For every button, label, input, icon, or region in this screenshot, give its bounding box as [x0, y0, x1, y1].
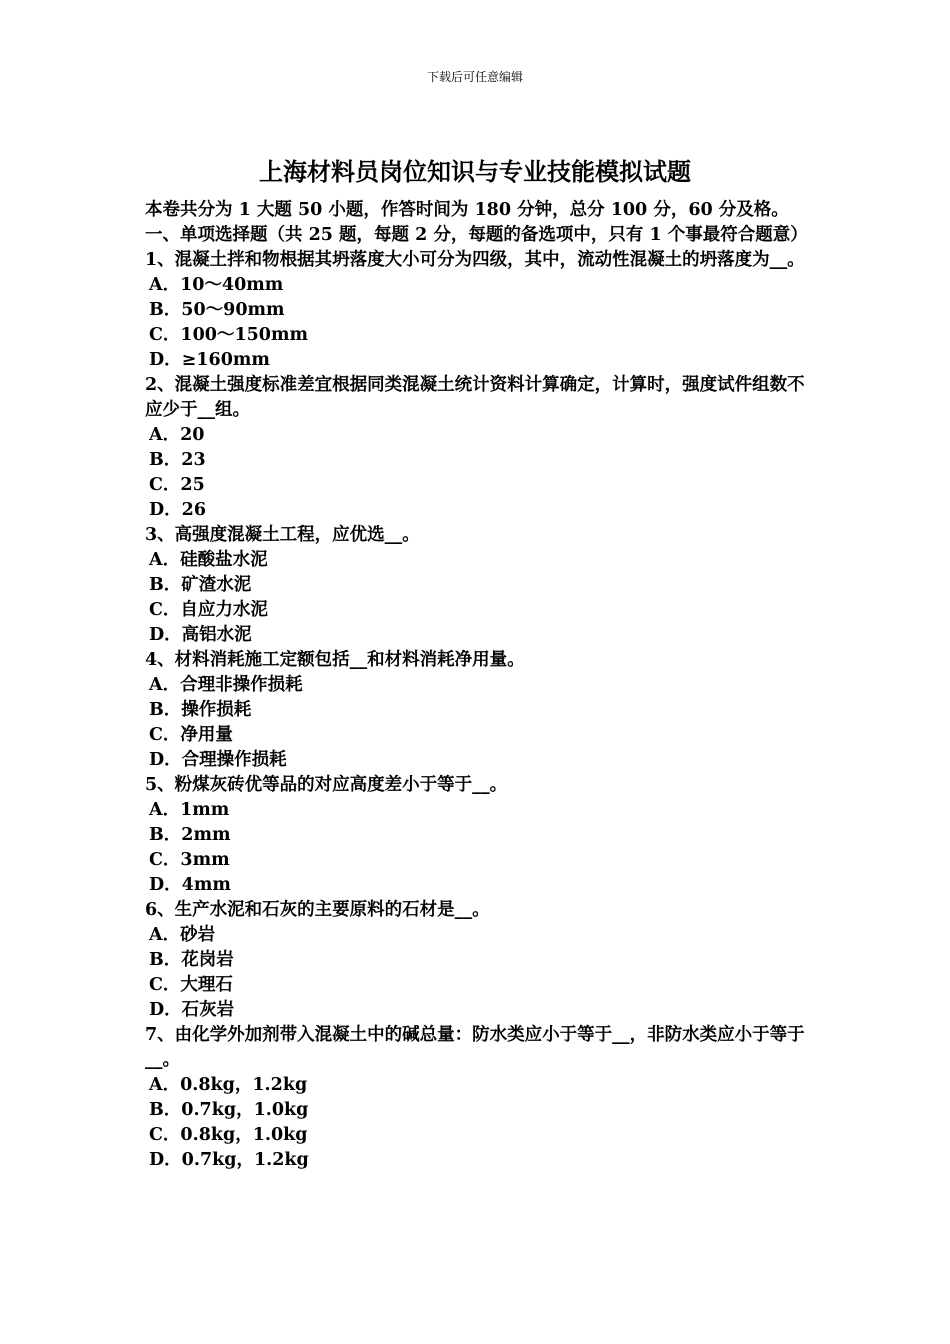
option-a: A．砂岩 — [149, 925, 216, 945]
option-c: C．3mm — [149, 850, 230, 870]
question-stem: 7、由化学外加剂带入混凝土中的碱总量：防水类应小于等于__，非防水类应小于等于__。 — [145, 1025, 805, 1070]
option-a: A．0.8kg，1.2kg — [149, 1075, 308, 1095]
question-3 — [145, 523, 807, 648]
question-1 — [145, 248, 807, 373]
option-d: D．高铝水泥 — [149, 625, 252, 645]
option-b: B．0.7kg，1.0kg — [149, 1100, 309, 1120]
option-a: A．20 — [149, 425, 205, 445]
option-c: C．自应力水泥 — [149, 600, 268, 620]
question-6 — [145, 898, 807, 1023]
option-b: B．2mm — [149, 825, 231, 845]
exam-content — [145, 198, 807, 1173]
question-stem: 2、混凝土强度标准差宜根据同类混凝土统计资料计算确定，计算时，强度试件组数不应少于__组。 — [145, 375, 805, 420]
option-a: A．1mm — [149, 800, 230, 820]
header-note: 下载后可任意编辑 — [426, 70, 523, 84]
option-b: B．矿渣水泥 — [149, 575, 252, 595]
option-d: D．石灰岩 — [149, 1000, 235, 1020]
question-stem: 1、混凝土拌和物根据其坍落度大小可分为四级，其中，流动性混凝土的坍落度为__。 — [145, 250, 805, 270]
option-d: D．4mm — [149, 875, 231, 895]
question-2 — [145, 373, 807, 523]
option-a: A．10～40mm — [149, 275, 284, 295]
question-stem: 3、高强度混凝土工程，应优选__。 — [145, 525, 420, 545]
option-a: A．合理非操作损耗 — [149, 675, 303, 695]
option-c: C．大理石 — [149, 975, 233, 995]
question-stem: 6、生产水泥和石灰的主要原料的石材是__。 — [145, 900, 490, 920]
option-b: B．50～90mm — [149, 300, 285, 320]
option-d: D．≥160mm — [149, 350, 270, 370]
question-stem: 4、材料消耗施工定额包括__和材料消耗净用量。 — [145, 650, 525, 670]
option-b: B．23 — [149, 450, 206, 470]
option-d: D．合理操作损耗 — [149, 750, 287, 770]
option-b: B．花岗岩 — [149, 950, 234, 970]
option-d: D．0.7kg，1.2kg — [149, 1150, 309, 1170]
question-5 — [145, 773, 807, 898]
section-heading: 一、单项选择题（共 25 题，每题 2 分，每题的备选项中，只有 1 个事最符合题意） — [145, 225, 808, 245]
question-4 — [145, 648, 807, 773]
option-c: C．100～150mm — [149, 325, 309, 345]
option-c: C．25 — [149, 475, 205, 495]
exam-intro: 本卷共分为 1 大题 50 小题，作答时间为 180 分钟，总分 100 分，60 分及格。 — [145, 200, 789, 220]
option-c: C．净用量 — [149, 725, 233, 745]
option-b: B．操作损耗 — [149, 700, 252, 720]
question-7 — [145, 1023, 807, 1173]
option-c: C．0.8kg，1.0kg — [149, 1125, 308, 1145]
question-stem: 5、粉煤灰砖优等品的对应高度差小于等于__。 — [145, 775, 508, 795]
option-a: A．硅酸盐水泥 — [149, 550, 268, 570]
page-title: 上海材料员岗位知识与专业技能模拟试题 — [259, 157, 691, 186]
option-d: D．26 — [149, 500, 207, 520]
